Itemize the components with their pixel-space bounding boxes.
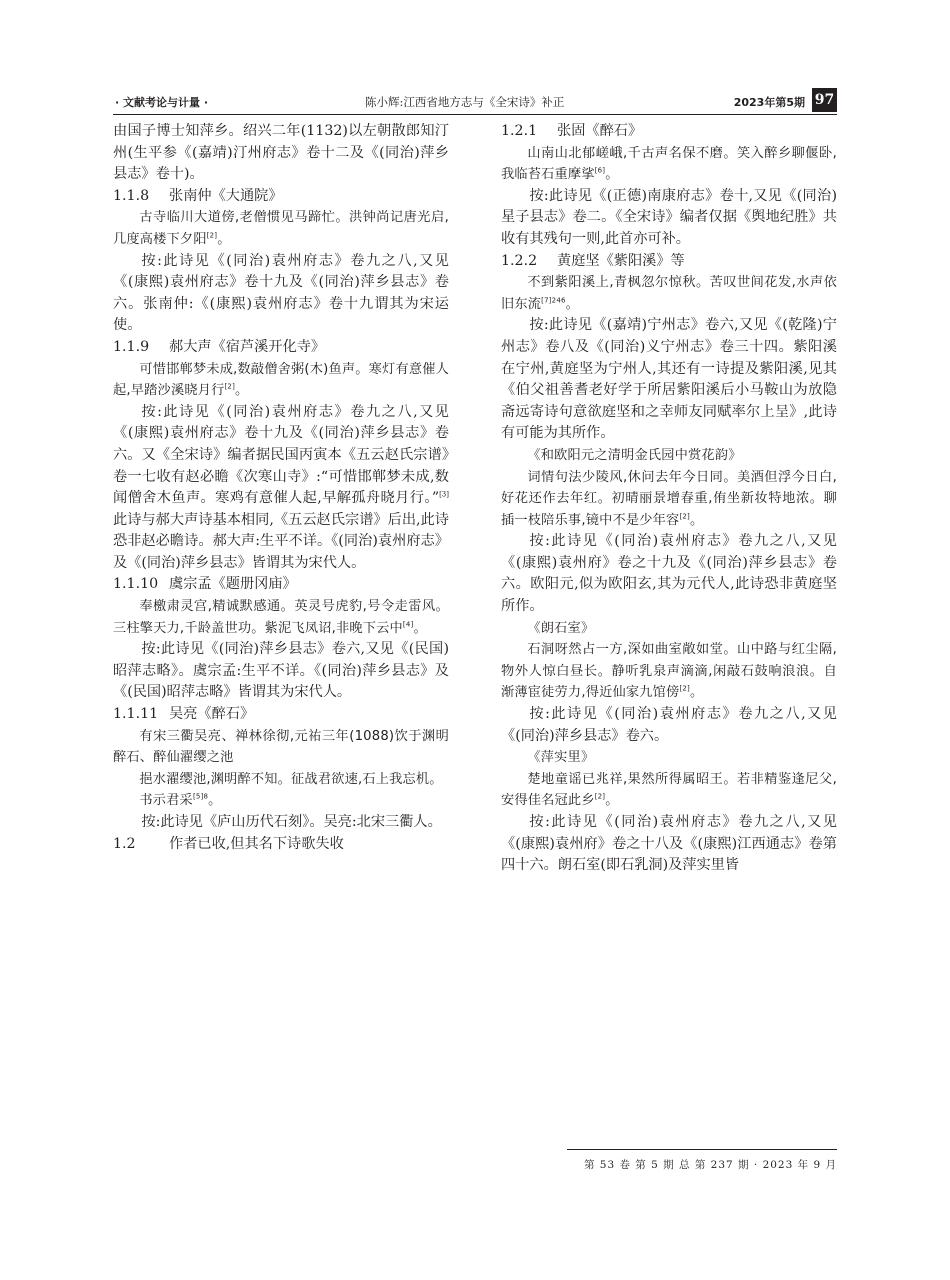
- note-paragraph: 按:此诗见《(同治)袁州府志》卷九之八,又见《(康熙)袁州府》卷之十九及《(同治)萍乡县志》卷六。欧阳元,似为欧阳玄,其为元代人,此诗恐非黄庭坚所作。: [501, 533, 837, 615]
- poem-intro: 有宋三衢吴亮、禅林徐彻,元祐三年(1088)饮于渊明醉石、醉仙濯缨之池: [113, 728, 449, 766]
- note-paragraph: 按:此诗见《(同治)萍乡县志》卷六,又见《(民国)昭萍志略》。虞宗孟:生平不详。《(同治)萍乡县志》及《(民国)昭萍志略》皆谓其为宋代人。: [113, 641, 449, 701]
- left-column: [113, 121, 449, 855]
- poem: 可惜邯郸梦未成,数敲僧舍粥(木)鱼声。寒灯有意催人起,早踏沙溪晓月行[2]。: [113, 361, 449, 399]
- citation-ref: [2]: [594, 793, 606, 802]
- poem: 楚地童谣已兆祥,果然所得属昭王。若非精鉴逢尼父,安得佳名冠此乡[2]。: [501, 771, 837, 809]
- citation-ref: [2]: [224, 382, 236, 391]
- note-paragraph: 按:此诗见《(同治)袁州府志》卷九之八,又见《(康熙)袁州府志》卷十九及《(同治)萍乡县志》卷六。张南仲:《(康熙)袁州府志》卷十九谓其为宋运使。: [113, 252, 449, 334]
- section-heading-1-2-1: 1.2.1 张固《醉石》: [501, 123, 643, 139]
- section-heading-1-1-9: 1.1.9 郝大声《宿芦溪开化寺》: [113, 338, 326, 355]
- note-paragraph: 按:此诗见《(正德)南康府志》卷十,又见《(同治)星子县志》卷二。《全宋诗》编者仅据《舆地纪胜》共收有其残句一则,此首亦可补。: [501, 187, 837, 247]
- citation-ref: [2]: [206, 231, 218, 240]
- section-heading-1-2: 1.2 作者已收,但其名下诗歌失收: [113, 835, 344, 852]
- running-header: [113, 88, 837, 115]
- note-paragraph: 按:此诗见《(同治)袁州府志》卷九之八,又见《(同治)萍乡县志》卷六。: [501, 706, 837, 744]
- poem: 古寺临川大道傍,老僧惯见马蹄忙。洪钟尚记唐光启,几度高楼下夕阳[2]。: [113, 210, 449, 247]
- poem: 词情句法少陵风,休问去年今日同。美酒但浮今日白,好花还作去年红。初晴丽景增春重,侑坐新妆特地浓。聊插一枝陪乐事,镜中不是少年容[2]。: [501, 469, 837, 528]
- note-paragraph: 按:此诗见《(同治)袁州府志》卷九之八,又见《(康熙)袁州府志》卷十九及《(同治)萍乡县志》卷六。又《全宋诗》编者据民国丙寅本《五云赵氏宗谱》卷一七收有赵必瞻《次寒山寺》:“可惜邯郸梦未成,数闻僧舍木鱼声。寒鸡有意催人起,早解孤舟晓月行。”[3]此诗与郝大声诗基本相同,《五云赵氏宗谱》后出,此诗恐非赵必瞻诗。郝大声:生平不详。《(同治)袁州府志》及《(同治)萍乡县志》皆谓其为宋代人。: [113, 403, 449, 571]
- citation-ref: [2]: [679, 512, 690, 521]
- paragraph: 由国子博士知萍乡。绍兴二年(1132)以左朝散郎知汀州(生平参《(嘉靖)汀州府志》卷十二及《(同治)萍乡县志》卷十)。: [113, 123, 449, 183]
- poem: 不到紫阳溪上,青枫忽尔惊秋。苦叹世间花发,水声依旧东流$^{[7]246}$。: [501, 275, 837, 312]
- poem-title: 《和欧阳元之清明金氏园中赏花韵》: [527, 447, 742, 463]
- poem-title: 《萍实里》: [527, 750, 595, 766]
- poem: 挹水濯缨池,渊明醉不知。征战君欲速,石上我忘机。: [139, 771, 443, 787]
- right-column: [501, 121, 837, 877]
- section-heading-1-1-8: 1.1.8 张南仲《大通院》: [113, 187, 283, 204]
- section-heading-1-2-2: 1.2.2 黄庭坚《紫阳溪》等: [501, 252, 685, 269]
- header-issue: 2023年第5期: [733, 96, 805, 109]
- journal-footer: 第 53 卷 第 5 期 总 第 237 期 · 2023 年 9 月: [567, 1149, 837, 1172]
- note-paragraph: 按:此诗见《庐山历代石刻》。吴亮:北宋三衢人。: [141, 814, 442, 830]
- citation-ref: [6]: [594, 166, 606, 175]
- note-paragraph: 按:此诗见《(同治)袁州府志》卷九之八,又见《(康熙)袁州府》卷之十八及《(康熙)江西通志》卷第四十六。朗石室(即石乳洞)及萍实里皆: [501, 814, 837, 874]
- citation-ref: [5]8: [192, 793, 209, 802]
- poem: 山南山北郁嵯峨,千古声名保不磨。笑入醉乡聊偃卧,我临苔石重摩挲[6]。: [501, 145, 837, 183]
- poem: 石洞呀然占一方,深如曲室敞如堂。山中路与红尘隔,物外人惊白昼长。静听乳泉声滴滴,闲敲石鼓响浪浪。自渐薄宦徒劳力,得近仙家九馆傍[2]。: [501, 642, 837, 701]
- citation-ref: [3]: [439, 490, 449, 499]
- poem-signature: 书示君采$^{[5]8}$。: [139, 793, 222, 809]
- citation-ref: [4]: [402, 620, 414, 629]
- section-heading-1-1-11: 1.1.11 吴亮《醉石》: [113, 706, 255, 723]
- page-number: 97: [812, 88, 837, 112]
- note-paragraph: 按:此诗见《(嘉靖)宁州志》卷六,又见《(乾隆)宁州志》卷八及《(同治)义宁州志》卷三十四。紫阳溪在宁州,黄庭坚为宁州人,其还有一诗提及紫阳溪,见其《伯父祖善耆老好学于所居紫阳溪后小马鞍山为放隐斋远寄诗句意欲庭坚和之幸师友同赋率尔上呈》,此诗有可能为其所作。: [501, 317, 837, 442]
- section-heading-1-1-10: 1.1.10 虞宗孟《题册冈庙》: [113, 576, 297, 593]
- citation-ref: [2]: [679, 685, 690, 694]
- poem-title: 《朗石室》: [527, 620, 595, 636]
- poem: 奉檄肃灵宫,精诚默感通。英灵号虎豹,号令走雷风。三柱擎天力,千龄盖世功。紫泥飞凤诏,非晚下云中[4]。: [113, 599, 449, 636]
- header-article-title: 陈小辉:江西省地方志与《全宋诗》补正: [365, 95, 565, 109]
- citation-ref: [7]246: [541, 296, 566, 305]
- header-section: · 文献考论与计量 ·: [115, 96, 209, 109]
